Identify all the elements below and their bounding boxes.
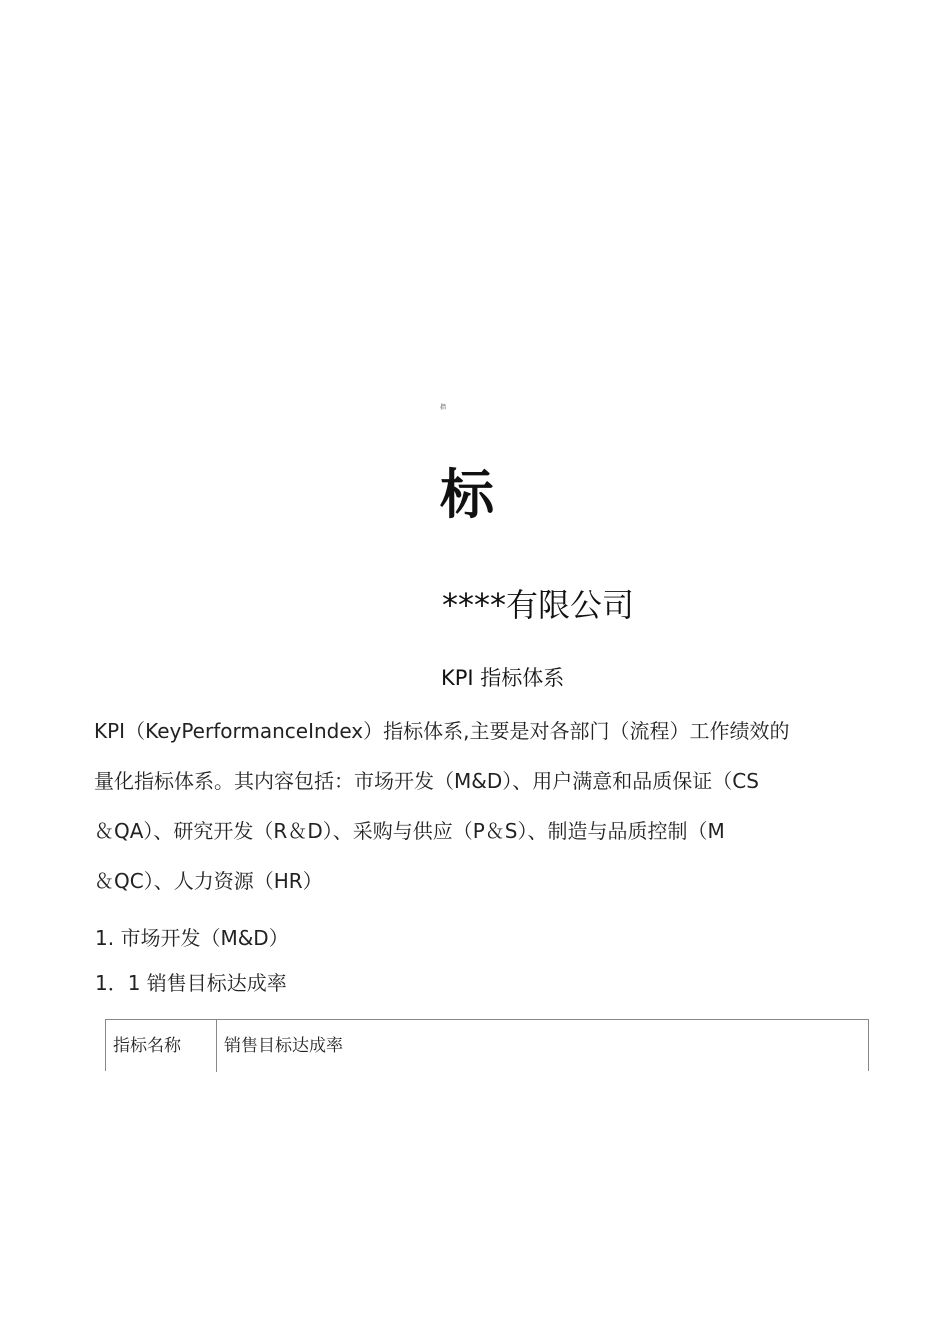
kpi-table bbox=[105, 1019, 869, 1071]
table-column-divider bbox=[216, 1020, 217, 1072]
cover-large-character: 标 bbox=[440, 463, 494, 526]
table-cell-value: 销售目标达成率 bbox=[224, 1036, 343, 1056]
intro-paragraph bbox=[94, 706, 874, 906]
cover-small-character: 指 bbox=[440, 404, 447, 411]
intro-line: ＆QC）、人力资源（HR） bbox=[94, 869, 323, 893]
company-name: ****有限公司 bbox=[442, 586, 635, 624]
intro-line: 量化指标体系。其内容包括：市场开发（M&D）、用户满意和品质保证（CS bbox=[94, 769, 759, 793]
intro-line: ＆QA）、研究开发（R＆D）、采购与供应（P＆S）、制造与品质控制（M bbox=[94, 819, 725, 843]
intro-line: KPI（KeyPerformanceIndex）指标体系,主要是对各部门（流程）工作绩效的 bbox=[94, 719, 790, 743]
subsection-heading-sales-target: 1．1 销售目标达成率 bbox=[95, 971, 287, 995]
document-heading: KPI 指标体系 bbox=[441, 666, 565, 690]
section-heading-market-development: 1. 市场开发（M&D） bbox=[95, 926, 289, 950]
table-cell-label: 指标名称 bbox=[113, 1036, 181, 1056]
